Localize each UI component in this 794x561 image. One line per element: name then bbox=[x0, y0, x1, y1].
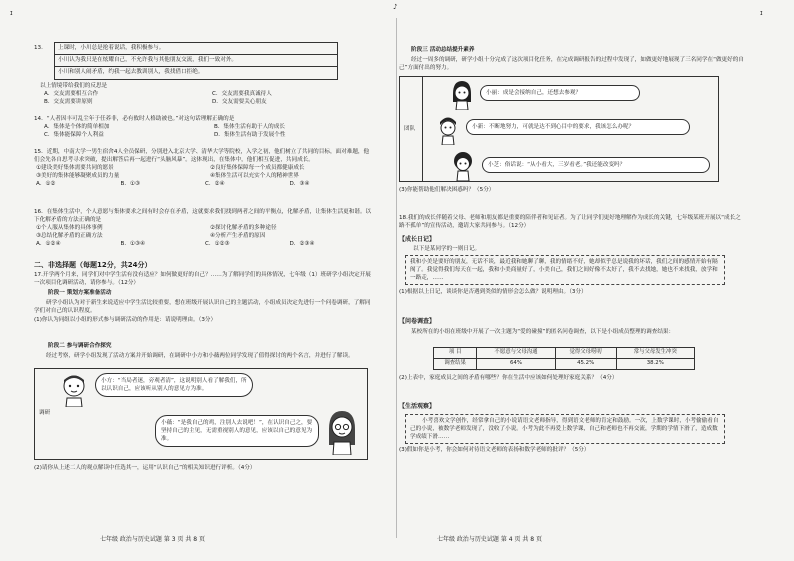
q16 bbox=[34, 208, 374, 249]
q13-options bbox=[44, 90, 370, 106]
team-bubble: 小新：不断地努力，可就是达不到心目中的要求，我该怎么办呢？ bbox=[466, 119, 690, 135]
q17-stage1-question: (1)你认为同组以小组的形式参与调研活动的作用是：请说明理由。（3分） bbox=[34, 316, 217, 323]
choice[interactable]: C．①②③ bbox=[205, 241, 230, 248]
student-xiaozhi-icon bbox=[450, 149, 476, 181]
choice[interactable]: C．②④ bbox=[205, 181, 225, 188]
q17-question-2: (2)请你从上述二人的观点解读中任选其一，运用“认识自己”的相关知识进行评析。（4分） bbox=[34, 465, 256, 471]
q15-statements bbox=[36, 164, 374, 180]
stage3-text: 经过一周多的调研，研学小组十分完成了这次项目化任务，在完成调研报告的过程中发现了，如做更好地展现了三名同学在“做更好的自己”方面付出的努力。 bbox=[399, 57, 744, 72]
statement: ③美好的集体能够凝聚成员的力量 bbox=[36, 173, 120, 180]
q17-intro: 17.开学两个月来，同学们对中学生活有没有适应？如何做更好的自己？……为了解同学们的具体情况，七年级（1）班研学小组决定开展一次项目化调研活动，请你参与。（12分） bbox=[34, 272, 371, 287]
q15-stem: 15．近期，中南大学一男生宿舍4人全员保研，分别进入北京大学、清华大学等院校，入学之初，他们树立了共同的目标，面对难题，他们会先各自思考寻求突破，提出解答后再一起进行“头脑风暴”。这体现出，在集体中，他们相互促进，共同成长。 bbox=[34, 149, 370, 164]
statement: ④分析产生矛盾的原因 bbox=[210, 233, 266, 240]
choice[interactable]: B．①③④ bbox=[120, 241, 145, 248]
left-edge-mark: ɪ bbox=[10, 9, 13, 17]
option[interactable]: B．交友需要讲原则 bbox=[44, 99, 93, 106]
student-xiaoxin-icon bbox=[436, 115, 460, 145]
top-mark: ♪ bbox=[393, 3, 398, 11]
q17 bbox=[34, 271, 374, 324]
team-panel-divider bbox=[422, 77, 423, 181]
q17-stage1-text: 研学小组认为对于新生来说适应中学生活比较重要，想在班级开展认识自己的主题活动，小组成员决定先进行一个问卷调研，了解同学们对自己的认识程度。 bbox=[34, 300, 371, 315]
life-observation-tag: 【生活观察】 bbox=[399, 403, 436, 410]
q17-stage2-title: 阶段二 参与调研合作探究 bbox=[48, 343, 112, 349]
survey-question: (2)上表中，家庭成员之间的矛盾有哪些？你在生活中应该如何处理好家庭关系？（4分） bbox=[399, 375, 618, 381]
page-footer: 七年级 政治与历史试题 第 4 页 共 8 页 bbox=[437, 536, 542, 544]
table-cell: 64% bbox=[477, 358, 555, 369]
statement: ③总结化解矛盾的正确方法 bbox=[36, 233, 103, 240]
life-question: (3)假如你是小考，你会如何对待语文老师的表扬和数学老师的批评？（5分） bbox=[399, 447, 590, 453]
life-observation-box: 小考喜欢文学创作，经常拿自己的小说请语文老师指导，得到语文老师的肯定和鼓励。一次，上数学课时，小考偷偷看自己的小说，被数学老师发现了，没收了小说。小考为此不再爱上数学课，自己和老师也不再交流，学期的学情下滑了，造成数学成绩下滑…… bbox=[405, 414, 725, 444]
q16-stem: 16．在集体生活中，个人意愿与集体要求之间有时会存在矛盾，这就要求我们找到两者之间的平衡点，化解矛盾，让集体生活更和谐。以下化解矛盾的方法正确的是 bbox=[34, 209, 372, 224]
section-2-heading: 二、非选择题（每题12分，共24分） bbox=[34, 261, 152, 269]
statement: ②良好集体保障每一个成员都健康成长 bbox=[210, 165, 305, 172]
option[interactable]: C．集体能保障个人利益 bbox=[44, 132, 104, 139]
page-footer: 七年级 政治与历史试题 第 3 页 共 8 页 bbox=[100, 536, 205, 544]
survey-table bbox=[433, 347, 695, 370]
q17-stage1-title: 阶段一 策划方案准备活动 bbox=[48, 290, 112, 297]
q13-row: 小川认为我只是在炫耀自己，不允许我与其他朋友交流，我们一致对外。 bbox=[55, 55, 337, 67]
q13-stem: 以上情境带给我们的反思是 bbox=[40, 83, 108, 89]
choice[interactable]: D．③④ bbox=[289, 181, 310, 188]
girl-avatar-icon bbox=[325, 409, 359, 455]
right-page bbox=[397, 0, 794, 561]
choice[interactable]: D．②③④ bbox=[289, 241, 315, 248]
student-xiaoli-icon bbox=[450, 80, 474, 110]
boy-avatar-icon bbox=[59, 373, 89, 407]
stage3-title: 阶段三 活动总结提升素养 bbox=[411, 47, 475, 53]
option[interactable]: C．交友需要我真诚待人 bbox=[212, 91, 272, 98]
survey-scene bbox=[34, 368, 368, 460]
growth-diary-lead: 以下是某同学的一则日记。 bbox=[413, 246, 481, 252]
table-header: 不愿意与父母沟通 bbox=[477, 348, 555, 359]
survey-header-row bbox=[434, 348, 695, 359]
option[interactable]: D．交友需要关心朋友 bbox=[212, 99, 267, 106]
choice[interactable]: B．①③ bbox=[120, 181, 140, 188]
statement: ④集体生活可以充实个人的精神世界 bbox=[210, 173, 299, 180]
q13-number: 13. bbox=[34, 45, 43, 51]
table-header: 常与父母发生冲突 bbox=[616, 348, 694, 359]
q14 bbox=[34, 115, 374, 139]
q13-row: 小川和别人闹矛盾，约我一起去教训别人，我找借口拒绝。 bbox=[58, 69, 204, 75]
option[interactable]: B．集体生活有助于人的成长 bbox=[214, 124, 285, 131]
row-label: 调查结果 bbox=[434, 358, 477, 369]
speech-bubble-xiaofang: 小方：“当局者迷，旁观者清”，这说明别人看了解我们，所以认识自己，应该听从别人的意见方为准。 bbox=[95, 373, 253, 397]
q15-choices bbox=[36, 180, 374, 188]
q17-stage2-text: 经过考察，研学小组发现了活动方案并开始调研，在调研中小方和小薇两位同学发现了值得探讨的两个名言，并进行了解读。 bbox=[46, 353, 354, 359]
table-header: 项 目 bbox=[434, 348, 477, 359]
team-bubble: 小芝：俗话说：“从小看大，三岁看老。”我还能改变吗？ bbox=[482, 157, 710, 173]
statement: ②探讨化解矛盾的多种途径 bbox=[210, 225, 277, 232]
table-header: 觉得父母唠叨 bbox=[555, 348, 616, 359]
scene-side-label: 调研 bbox=[39, 410, 51, 416]
statement: ①个人服从集体的具体事例 bbox=[36, 225, 103, 232]
team-bubble: 小丽：成是会接纳自己，还想去参观？ bbox=[480, 85, 640, 101]
right-top-mark: ɪ bbox=[760, 9, 763, 17]
q13-scenario-box bbox=[54, 42, 338, 80]
q16-choices bbox=[36, 240, 374, 248]
speech-bubble-xiaowei: 小薇：“是我自己的鸡，注别人去说吧！”，在认识自己之，要坚持自己的主见，无需重视别人的意见，应该以自己的意见为准。 bbox=[155, 415, 319, 447]
team-question: (3)你能帮助他们解决困惑吗？（5分） bbox=[399, 187, 495, 193]
team-label: 团队 bbox=[404, 126, 416, 132]
survey-result-row bbox=[434, 358, 695, 369]
choice[interactable]: A．①②④ bbox=[36, 241, 61, 248]
q15 bbox=[34, 148, 374, 189]
statement: ①建设美好集体需要共同的愿景 bbox=[36, 165, 114, 172]
option[interactable]: A．集体是个体的简单相加 bbox=[44, 124, 110, 131]
table-cell: 45.2% bbox=[555, 358, 616, 369]
option[interactable]: A．交友需要相互合作 bbox=[44, 91, 99, 98]
team-panel bbox=[399, 76, 719, 182]
q13-row: 上课时，小川总是抢着说话，我积极参与。 bbox=[55, 43, 337, 55]
option[interactable]: D．集体生活有助于发展个性 bbox=[214, 132, 286, 139]
growth-diary-box: 我和小美是要好的朋友，无话不谈，最近我和她聊了聊，我的情绪不好，她却似乎总是说我的坏话，我们之间的感情开始有隔阂了。我觉得我们每天在一起，我和小美商量好了，小美自己，我们之间好像不太好了，我不去找她，她也不来找我，放学和一路走，…… bbox=[405, 255, 725, 285]
q18-intro: 18.我们的成长伴随着父母、老师和朋友都是重要的陪伴者和见证者。为了让同学们更好地理解作为成长的关键，七年级某班开展以“成长之路不孤单”的宣传活动，邀请大家共同参与。（12分） bbox=[399, 215, 741, 230]
growth-diary-tag: 【成长日记】 bbox=[399, 236, 436, 243]
table-cell: 38.2% bbox=[616, 358, 694, 369]
q13-question bbox=[40, 82, 370, 106]
q14-stem: 14．“人者因丰可乱尘年于任养非，必有攸时人格助被也。”对这句话理解正确的是 bbox=[34, 116, 235, 122]
survey-tag: 【问卷调查】 bbox=[399, 318, 436, 325]
growth-question: (1)根据以上日记，谈谈你是否遇到类似的情形会怎么做？说明理由。（3分） bbox=[399, 289, 587, 295]
q14-options bbox=[44, 123, 374, 139]
survey-text: 某校所在的小组在班级中开展了一次主题为“爱的碰撞”的匿名问卷调查，以下是小组成员整理的调查结果： bbox=[411, 329, 675, 335]
choice[interactable]: A．①② bbox=[36, 181, 56, 188]
q16-statements bbox=[36, 224, 374, 240]
